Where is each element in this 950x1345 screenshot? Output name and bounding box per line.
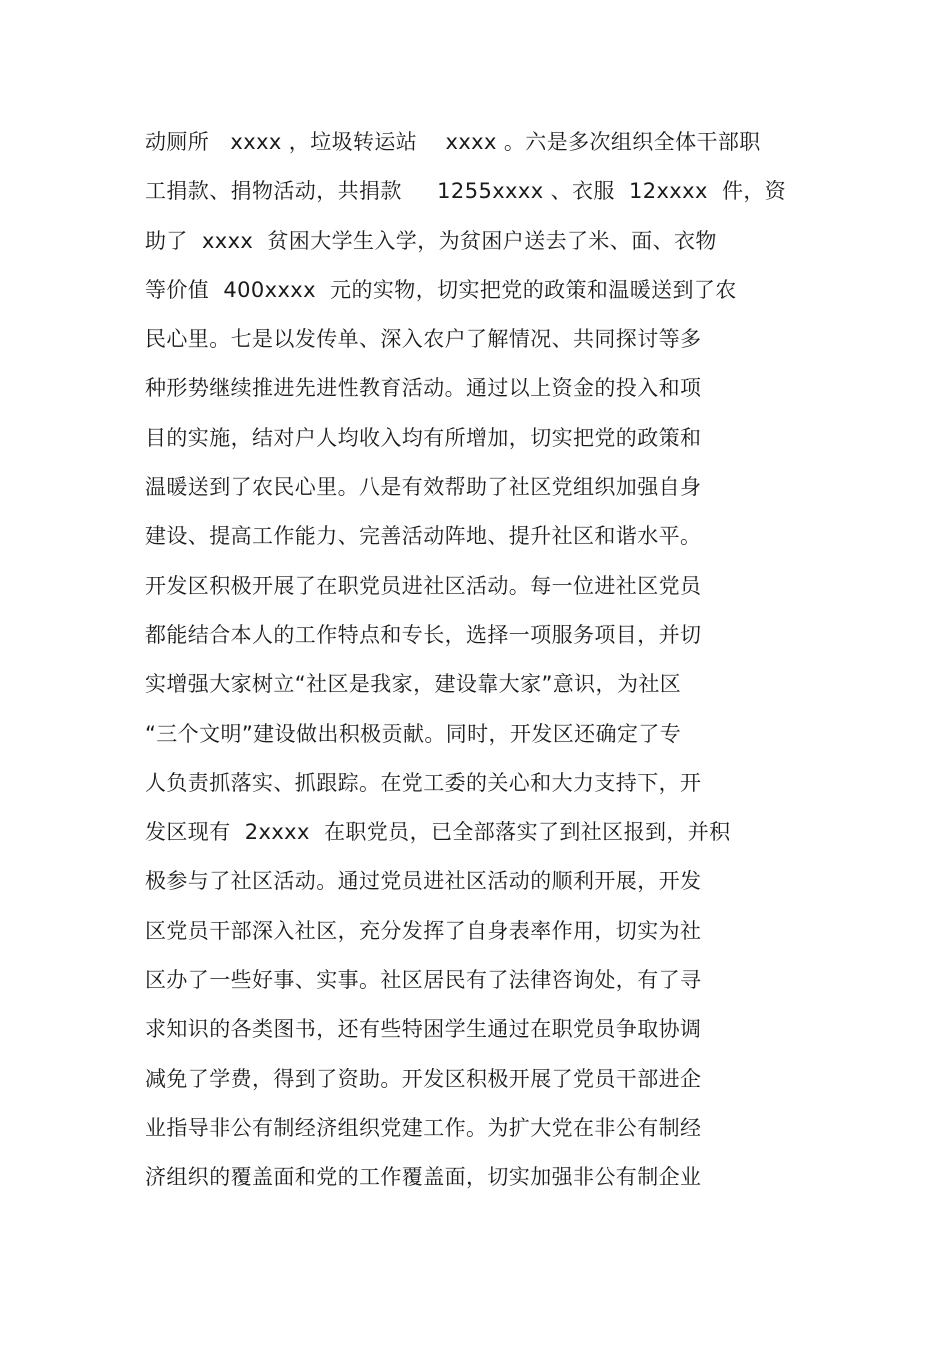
text-line: 求知识的各类图书，还有些特困学生通过在职党员争取协调 [145, 1017, 702, 1042]
text-line: 工捐款、捐物活动，共捐款 1255xxxx 、衣服 12xxxx 件，资 [145, 179, 787, 204]
text-line: 人负责抓落实、抓跟踪。在党工委的关心和大力支持下，开 [145, 770, 702, 795]
text-line: 开发区积极开展了在职党员进社区活动。每一位进社区党员 [145, 573, 702, 598]
text-line: 发区现有 2xxxx 在职党员，已全部落实了到社区报到，并积 [145, 820, 731, 845]
text-line: 减免了学费，得到了资助。开发区积极开展了党员干部进企 [145, 1066, 702, 1091]
text-line: “三个文明”建设做出积极贡献。同时，开发区还确定了专 [145, 721, 682, 746]
text-line: 等价值 400xxxx 元的实物，切实把党的政策和温暖送到了农 [145, 277, 737, 302]
text-line: 动厕所 xxxx ，垃圾转运站 xxxx 。六是多次组织全体干部职 [145, 130, 761, 154]
text-line: 目的实施，结对户人均收入均有所增加，切实把党的政策和 [145, 425, 702, 450]
text-line: 业指导非公有制经济组织党建工作。为扩大党在非公有制经 [145, 1115, 702, 1140]
text-line: 实增强大家树立“社区是我家，建设靠大家”意识，为社区 [145, 672, 682, 697]
text-line: 济组织的覆盖面和党的工作覆盖面，切实加强非公有制企业 [145, 1165, 702, 1190]
text-line: 建设、提高工作能力、完善活动阵地、提升社区和谐水平。 [145, 524, 702, 549]
text-line: 极参与了社区活动。通过党员进社区活动的顺利开展，开发 [145, 869, 702, 894]
text-line: 温暖送到了农民心里。八是有效帮助了社区党组织加强自身 [145, 475, 702, 500]
body-text [145, 118, 845, 1203]
text-line: 都能结合本人的工作特点和专长，选择一项服务项目，并切 [145, 622, 702, 647]
text-line: 民心里。七是以发传单、深入农户了解情况、共同探讨等多 [145, 327, 702, 352]
text-line: 区党员干部深入社区，充分发挥了自身表率作用，切实为社 [145, 918, 702, 943]
text-line: 种形势继续推进先进性教育活动。通过以上资金的投入和项 [145, 376, 702, 401]
text-line: 助了 xxxx 贫困大学生入学，为贫困户送去了米、面、衣物 [145, 228, 717, 253]
text-line: 区办了一些好事、实事。社区居民有了法律咨询处，有了寻 [145, 968, 702, 993]
